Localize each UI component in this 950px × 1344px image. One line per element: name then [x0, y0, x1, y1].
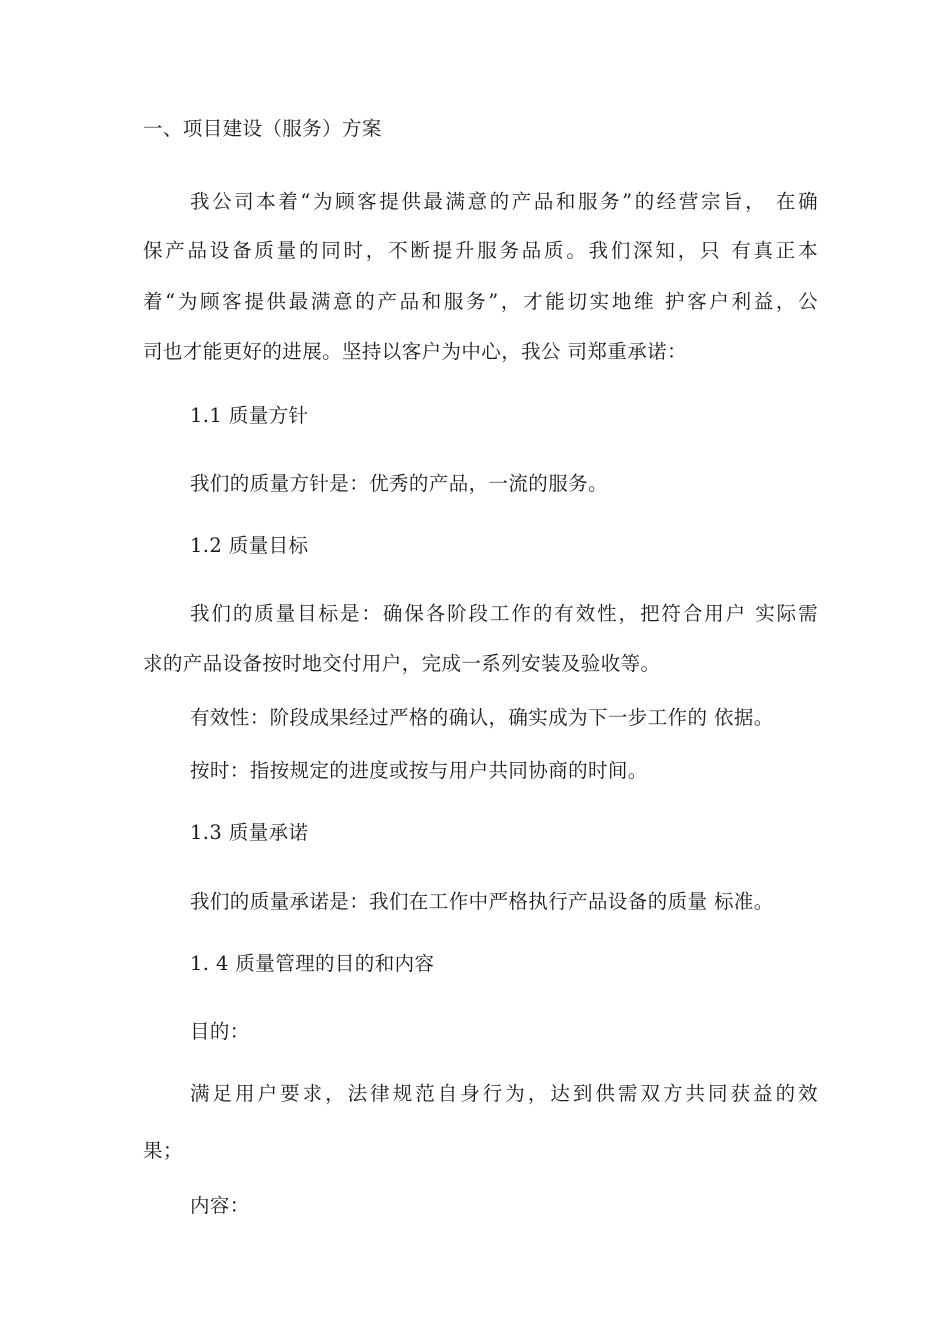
heading-1-1: 1.1 质量方针 [190, 404, 309, 427]
paragraph-1-3: 我们的质量承诺是：我们在工作中严格执行产品设备的质量 标准。 [190, 890, 774, 913]
heading-1-4: 1. 4 质量管理的目的和内容 [190, 952, 435, 975]
intro-line-2: 保产品设备质量的同时，不断提升服务品质。我们深知，只 有真正本 [143, 239, 818, 262]
paragraph-1-2-line-1: 我们的质量目标是：确保各阶段工作的有效性，把符合用户 实际需 [190, 602, 818, 625]
purpose-label: 目的： [190, 1020, 250, 1043]
paragraph-ontime: 按时：指按规定的进度或按与用户共同协商的时间。 [190, 759, 648, 782]
paragraph-1-1: 我们的质量方针是：优秀的产品，一流的服务。 [190, 472, 608, 495]
content-label: 内容： [190, 1194, 250, 1217]
intro-line-4: 司也才能更好的进展。坚持以客户为中心，我公 司郑重承诺： [143, 340, 687, 363]
heading-1-3: 1.3 质量承诺 [190, 821, 309, 844]
section-title: 一、项目建设（服务）方案 [143, 117, 382, 140]
intro-line-1: 我公司本着“为顾客提供最满意的产品和服务”的经营宗旨， 在确 [190, 190, 818, 213]
intro-line-3: 着“为顾客提供最满意的产品和服务”，才能切实地维 护客户利益，公 [143, 290, 818, 313]
heading-1-2: 1.2 质量目标 [190, 534, 309, 557]
purpose-line-2: 果； [143, 1139, 183, 1162]
paragraph-1-2-line-2: 求的产品设备按时地交付用户，完成一系列安装及验收等。 [143, 652, 661, 675]
purpose-line-1: 满足用户要求，法律规范自身行为，达到供需双方共同获益的效 [190, 1082, 818, 1105]
paragraph-validity: 有效性：阶段成果经过严格的确认，确实成为下一步工作的 依据。 [190, 706, 774, 729]
